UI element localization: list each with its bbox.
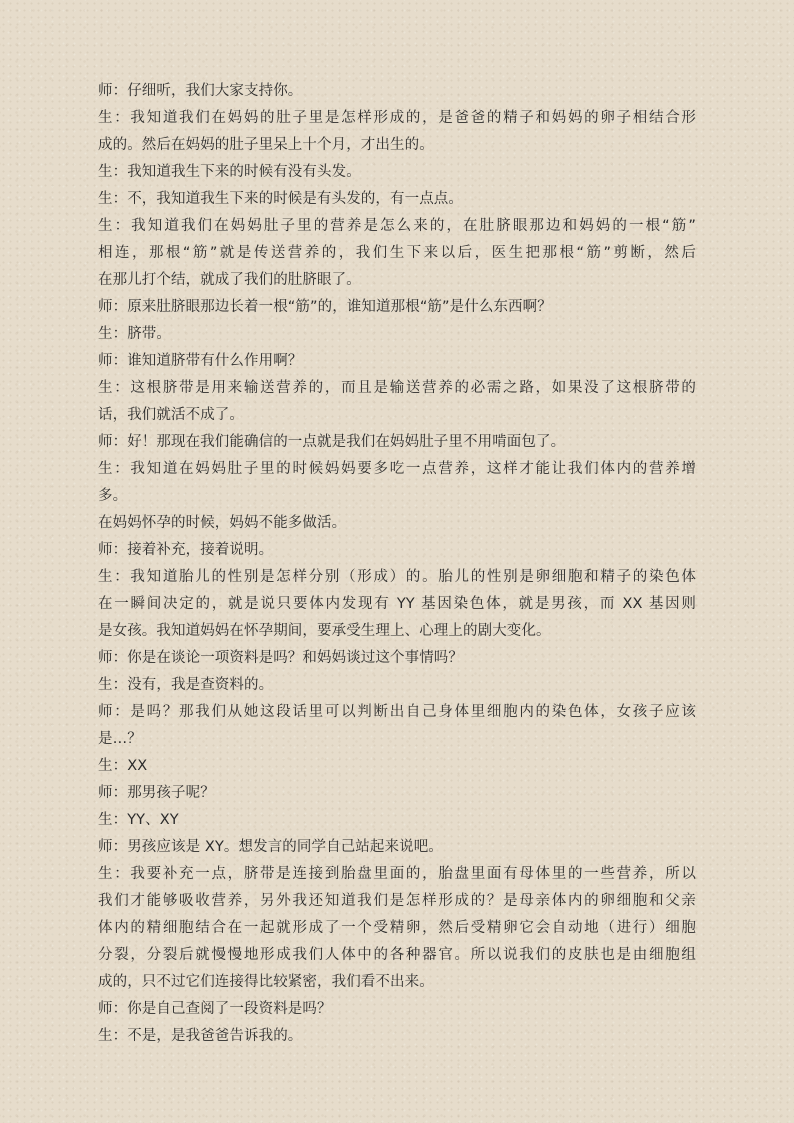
text-line: 生：YY、XY — [98, 812, 179, 828]
text-line: 师：男孩应该是 XY。想发言的同学自己站起来说吧。 — [98, 839, 443, 855]
text-line: 师：接着补充，接着说明。 — [98, 542, 274, 558]
text-line: 生：我知道胎儿的性别是怎样分别（形成）的。胎儿的性别是卵细胞和精子的染色体 — [98, 569, 696, 585]
text-line: 成的。然后在妈妈的肚子里呆上十个月，才出生的。 — [98, 137, 434, 153]
text-line: 师：是吗？那我们从她这段话里可以判断出自己身体里细胞内的染色体，女孩子应该 — [98, 704, 696, 720]
text-line: 分裂，分裂后就慢慢地形成我们人体中的各种器官。所以说我们的皮肤也是由细胞组 — [98, 947, 696, 963]
text-line: 生：我知道我们在妈妈肚子里的营养是怎么来的，在肚脐眼那边和妈妈的一根“筋” — [98, 218, 696, 234]
text-line: 生：我要补充一点，脐带是连接到胎盘里面的，胎盘里面有母体里的一些营养，所以 — [98, 866, 696, 882]
text-line: 师：你是自己查阅了一段资料是吗？ — [98, 1001, 332, 1017]
text-line: 师：那男孩子呢？ — [98, 785, 215, 801]
text-line: 生：我知道在妈妈肚子里的时候妈妈要多吃一点营养，这样才能让我们体内的营养增 — [98, 461, 696, 477]
text-line: 成的，只不过它们连接得比较紧密，我们看不出来。 — [98, 974, 434, 990]
text-line: 生：我知道我们在妈妈的肚子里是怎样形成的，是爸爸的精子和妈妈的卵子相结合形 — [98, 110, 696, 126]
text-line: 生：我知道我生下来的时候有没有头发。 — [98, 164, 361, 180]
text-line: 生：XX — [98, 758, 148, 774]
text-line: 生：没有，我是查资料的。 — [98, 677, 274, 693]
text-line: 生：不，我知道我生下来的时候是有头发的，有一点点。 — [98, 191, 463, 207]
text-line: 我们才能够吸收营养，另外我还知道我们是怎样形成的？是母亲体内的卵细胞和父亲 — [98, 893, 696, 909]
text-line: 体内的精细胞结合在一起就形成了一个受精卵，然后受精卵它会自动地（进行）细胞 — [98, 920, 696, 936]
text-line: 师：好！那现在我们能确信的一点就是我们在妈妈肚子里不用啃面包了。 — [98, 434, 566, 450]
text-line: 生：不是，是我爸爸告诉我的。 — [98, 1028, 303, 1044]
text-line: 在一瞬间决定的，就是说只要体内发现有 YY 基因染色体，就是男孩，而 XX 基因则 — [98, 596, 696, 612]
text-line: 生：这根脐带是用来输送营养的，而且是输送营养的必需之路，如果没了这根脐带的 — [98, 380, 696, 396]
text-line: 师：仔细听，我们大家支持你。 — [98, 83, 303, 99]
text-line: 师：原来肚脐眼那边长着一根“筋”的，谁知道那根“筋”是什么东西啊？ — [98, 299, 552, 315]
text-line: 在那儿打个结，就成了我们的肚脐眼了。 — [98, 272, 361, 288]
text-line: 在妈妈怀孕的时候，妈妈不能多做活。 — [98, 515, 347, 531]
text-line: 是…？ — [98, 731, 142, 747]
text-line: 相连，那根“筋”就是传送营养的，我们生下来以后，医生把那根“筋”剪断，然后 — [98, 245, 696, 261]
text-line: 师：谁知道脐带有什么作用啊？ — [98, 353, 303, 369]
text-line: 话，我们就活不成了。 — [98, 407, 244, 423]
document-page — [98, 78, 696, 1050]
text-line: 师：你是在谈论一项资料是吗？和妈妈谈过这个事情吗？ — [98, 650, 463, 666]
text-line: 多。 — [98, 488, 128, 504]
text-line: 生：脐带。 — [98, 326, 171, 342]
text-line: 是女孩。我知道妈妈在怀孕期间，要承受生理上、心理上的剧大变化。 — [98, 623, 551, 639]
